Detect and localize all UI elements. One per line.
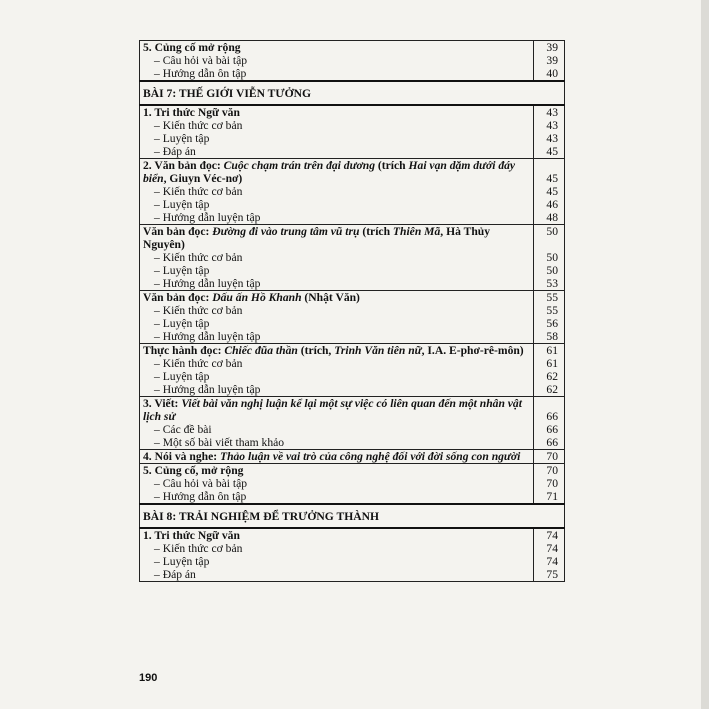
entry-title-part: 3. Viết: bbox=[143, 397, 182, 410]
subentry-label: – Luyện tập bbox=[140, 264, 534, 277]
subentry-page: 48 bbox=[534, 211, 565, 225]
toc-entry-row bbox=[140, 172, 565, 185]
toc-entry-row bbox=[140, 105, 565, 119]
toc-entry-row bbox=[140, 225, 565, 252]
subentry-page: 50 bbox=[534, 251, 565, 264]
entry-title-part: Trinh Văn tiên nữ bbox=[334, 344, 422, 357]
table-of-contents bbox=[139, 40, 565, 582]
subentry-page: 40 bbox=[534, 67, 565, 81]
toc-subentry-row bbox=[140, 145, 565, 159]
entry-title-part: 5. Củng cố, mở rộng bbox=[143, 464, 244, 477]
toc-subentry-row bbox=[140, 330, 565, 344]
entry-title-part: Văn bản đọc: bbox=[143, 291, 213, 304]
entry-title bbox=[140, 344, 534, 358]
toc-entry-row bbox=[140, 291, 565, 305]
entry-page: 50 bbox=[534, 225, 565, 252]
entry-title-part: 2. Văn bản đọc: bbox=[143, 159, 224, 172]
toc-subentry-row bbox=[140, 370, 565, 383]
subentry-label: – Hướng dẫn luyện tập bbox=[140, 330, 534, 344]
toc-subentry-row bbox=[140, 357, 565, 370]
toc-subentry-row bbox=[140, 119, 565, 132]
subentry-page: 53 bbox=[534, 277, 565, 291]
toc-entry-row bbox=[140, 397, 565, 411]
entry-title-part: BÀI 7: THẾ GIỚI VIỄN TƯỞNG bbox=[143, 86, 312, 100]
entry-title-part: BÀI 8: TRẢI NGHIỆM ĐỂ TRƯỞNG THÀNH bbox=[143, 509, 379, 523]
toc-subentry-row bbox=[140, 132, 565, 145]
subentry-label: – Hướng dẫn luyện tập bbox=[140, 211, 534, 225]
subentry-label: – Các đề bài bbox=[140, 423, 534, 436]
toc-subentry-row bbox=[140, 67, 565, 81]
toc-subentry-row bbox=[140, 436, 565, 450]
subentry-page: 45 bbox=[534, 145, 565, 159]
subentry-label: – Kiến thức cơ bản bbox=[140, 542, 534, 555]
subentry-page: 74 bbox=[534, 555, 565, 568]
subentry-label: – Kiến thức cơ bản bbox=[140, 185, 534, 198]
toc-subentry-row bbox=[140, 568, 565, 582]
subentry-page: 70 bbox=[534, 477, 565, 490]
toc-subentry-row bbox=[140, 211, 565, 225]
subentry-label: – Câu hỏi và bài tập bbox=[140, 54, 534, 67]
subentry-page: 46 bbox=[534, 198, 565, 211]
toc-subentry-row bbox=[140, 54, 565, 67]
entry-title-part: , Giuyn Véc-nơ) bbox=[163, 172, 243, 185]
subentry-page: 62 bbox=[534, 383, 565, 397]
subentry-label: – Câu hỏi và bài tập bbox=[140, 477, 534, 490]
toc-subentry-row bbox=[140, 542, 565, 555]
toc-entry-row bbox=[140, 528, 565, 542]
entry-title-part: Văn bản đọc: bbox=[143, 225, 213, 238]
entry-title bbox=[140, 159, 534, 173]
subentry-page: 66 bbox=[534, 423, 565, 436]
entry-title-part: (Nhật Văn) bbox=[301, 291, 360, 304]
entry-page: 70 bbox=[534, 464, 565, 478]
entry-title-part: (trích, bbox=[297, 344, 335, 357]
entry-title bbox=[140, 291, 534, 305]
subentry-label: – Đáp án bbox=[140, 145, 534, 159]
entry-title-part: 1. Tri thức Ngữ văn bbox=[143, 529, 240, 542]
subentry-label: – Một số bài viết tham khảo bbox=[140, 436, 534, 450]
subentry-page: 43 bbox=[534, 132, 565, 145]
entry-title-continued bbox=[140, 410, 534, 423]
subentry-label: – Hướng dẫn ôn tập bbox=[140, 490, 534, 504]
entry-title-part: , I.A. E-phơ-rê-môn) bbox=[421, 344, 524, 357]
subentry-page: 55 bbox=[534, 304, 565, 317]
subentry-page: 50 bbox=[534, 264, 565, 277]
entry-page bbox=[534, 397, 565, 411]
entry-title-part: Thảo luận về vai trò của công nghệ đối với đời sống con người bbox=[219, 450, 521, 463]
entry-page: 74 bbox=[534, 528, 565, 542]
entry-title-part: Viết bài văn nghị luận kể lại một sự việc có liên quan đến một nhân vật bbox=[181, 397, 522, 410]
entry-title-part: Thực hành đọc: bbox=[143, 344, 225, 357]
subentry-page: 71 bbox=[534, 490, 565, 504]
toc-entry-row bbox=[140, 159, 565, 173]
toc-entry-row bbox=[140, 450, 565, 464]
toc-subentry-row bbox=[140, 317, 565, 330]
toc-subentry-row bbox=[140, 277, 565, 291]
entry-page: 61 bbox=[534, 344, 565, 358]
entry-title bbox=[140, 225, 534, 252]
entry-title bbox=[140, 450, 534, 464]
entry-title-part: lịch sử bbox=[143, 410, 176, 423]
entry-page: 66 bbox=[534, 410, 565, 423]
subentry-label: – Luyện tập bbox=[140, 555, 534, 568]
chapter-title bbox=[140, 504, 565, 528]
entry-page bbox=[534, 159, 565, 173]
toc-subentry-row bbox=[140, 423, 565, 436]
entry-title-part: 4. Nói và nghe: bbox=[143, 450, 220, 463]
entry-title-part: Cuộc chạm trán trên đại dương bbox=[223, 159, 376, 172]
chapter-heading-row bbox=[140, 504, 565, 528]
subentry-page: 56 bbox=[534, 317, 565, 330]
page-edge bbox=[701, 0, 709, 709]
entry-title bbox=[140, 397, 534, 411]
subentry-page: 39 bbox=[534, 54, 565, 67]
entry-page: 39 bbox=[534, 41, 565, 55]
entry-title bbox=[140, 464, 534, 478]
subentry-label: – Kiến thức cơ bản bbox=[140, 119, 534, 132]
entry-title-part: Chiếc đũa thần bbox=[224, 344, 298, 357]
toc-subentry-row bbox=[140, 251, 565, 264]
entry-title-part: biển bbox=[143, 172, 164, 185]
entry-title-part: Đường đi vào trung tâm vũ trụ bbox=[212, 225, 360, 238]
toc-subentry-row bbox=[140, 490, 565, 504]
toc-subentry-row bbox=[140, 198, 565, 211]
toc-entry-row bbox=[140, 464, 565, 478]
subentry-label: – Luyện tập bbox=[140, 370, 534, 383]
page-number: 190 bbox=[139, 672, 158, 684]
subentry-label: – Luyện tập bbox=[140, 317, 534, 330]
entry-title-part: Thiên Mã bbox=[392, 225, 441, 238]
entry-title-continued bbox=[140, 172, 534, 185]
subentry-label: – Kiến thức cơ bản bbox=[140, 251, 534, 264]
chapter-title bbox=[140, 81, 565, 105]
entry-title-part: Dấu ấn Hồ Khanh bbox=[212, 291, 302, 304]
entry-page: 43 bbox=[534, 105, 565, 119]
entry-page: 55 bbox=[534, 291, 565, 305]
subentry-page: 74 bbox=[534, 542, 565, 555]
subentry-page: 62 bbox=[534, 370, 565, 383]
subentry-page: 58 bbox=[534, 330, 565, 344]
entry-title-part: (trích bbox=[359, 225, 393, 238]
subentry-label: – Hướng dẫn luyện tập bbox=[140, 277, 534, 291]
entry-title bbox=[140, 528, 534, 542]
entry-title bbox=[140, 41, 534, 55]
entry-page: 70 bbox=[534, 450, 565, 464]
toc-subentry-row bbox=[140, 383, 565, 397]
entry-title bbox=[140, 105, 534, 119]
subentry-label: – Luyện tập bbox=[140, 198, 534, 211]
toc-subentry-row bbox=[140, 264, 565, 277]
toc-entry-row bbox=[140, 410, 565, 423]
subentry-label: – Đáp án bbox=[140, 568, 534, 582]
toc-subentry-row bbox=[140, 555, 565, 568]
chapter-heading-row bbox=[140, 81, 565, 105]
subentry-label: – Luyện tập bbox=[140, 132, 534, 145]
subentry-label: – Hướng dẫn luyện tập bbox=[140, 383, 534, 397]
subentry-page: 43 bbox=[534, 119, 565, 132]
entry-title-part: 1. Tri thức Ngữ văn bbox=[143, 106, 240, 119]
toc-subentry-row bbox=[140, 185, 565, 198]
subentry-page: 75 bbox=[534, 568, 565, 582]
subentry-label: – Kiến thức cơ bản bbox=[140, 304, 534, 317]
toc-entry-row bbox=[140, 344, 565, 358]
entry-title-part: 5. Củng cố mở rộng bbox=[143, 41, 241, 54]
subentry-label: – Hướng dẫn ôn tập bbox=[140, 67, 534, 81]
subentry-page: 45 bbox=[534, 185, 565, 198]
toc-subentry-row bbox=[140, 477, 565, 490]
toc-subentry-row bbox=[140, 304, 565, 317]
subentry-page: 66 bbox=[534, 436, 565, 450]
toc-entry-row bbox=[140, 41, 565, 55]
entry-page: 45 bbox=[534, 172, 565, 185]
entry-title-part: , Hà Thủy Nguyên) bbox=[143, 225, 491, 251]
subentry-page: 61 bbox=[534, 357, 565, 370]
entry-title-part: Hai vạn dặm dưới đáy bbox=[408, 159, 516, 172]
entry-title-part: (trích bbox=[375, 159, 409, 172]
subentry-label: – Kiến thức cơ bản bbox=[140, 357, 534, 370]
